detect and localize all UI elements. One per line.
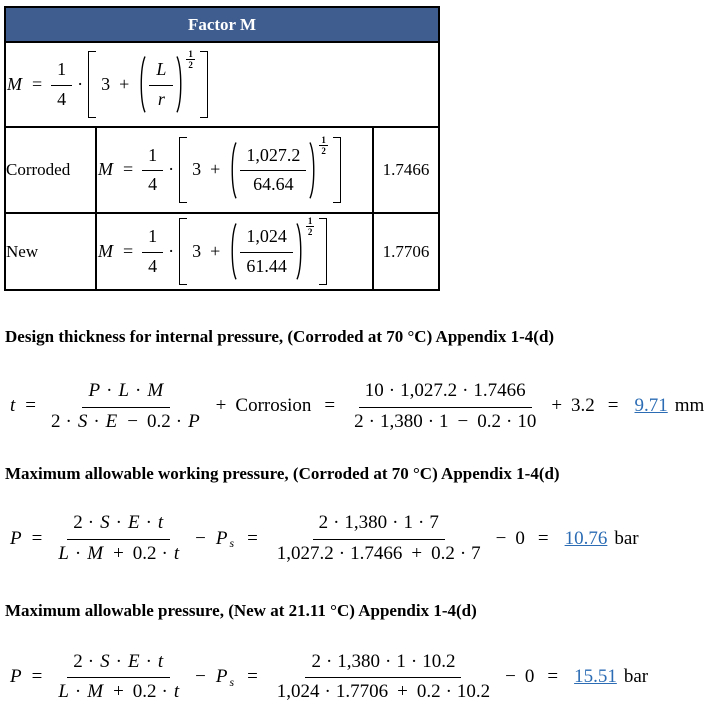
operator: · — [77, 73, 84, 94]
design-thickness-formula — [9, 378, 719, 435]
factor-m-general-formula — [6, 49, 438, 112]
operator: · — [418, 512, 425, 534]
number: 10.2 — [422, 650, 456, 672]
number: 2 — [73, 650, 83, 672]
operator: · — [74, 543, 82, 565]
math-row — [148, 173, 157, 196]
math-row — [253, 173, 294, 196]
operator: − — [457, 410, 469, 432]
math-row — [51, 410, 201, 435]
operator: · — [168, 159, 175, 180]
new-formula-cell — [96, 213, 373, 290]
exponent-numerator: 1 — [321, 134, 326, 145]
number: 4 — [148, 255, 158, 276]
variable: S — [77, 410, 88, 432]
variable-with-subscript — [215, 527, 234, 552]
number: 1,380 — [379, 410, 423, 432]
operator: · — [161, 681, 168, 703]
numerator — [240, 224, 293, 252]
corroded-formula-cell — [96, 127, 373, 213]
paren-group — [229, 134, 328, 198]
operator: · — [459, 543, 467, 565]
variable: E — [127, 512, 140, 534]
math-row — [148, 144, 157, 167]
operator: · — [87, 650, 95, 672]
number: 0.2 — [132, 681, 157, 703]
variable: L — [156, 59, 167, 80]
number: 1,027.2 — [276, 543, 334, 565]
result-link[interactable]: 15.51 — [574, 666, 617, 688]
fraction — [271, 510, 487, 567]
operator: − — [495, 527, 507, 549]
number: 1,380 — [337, 650, 381, 672]
math-row — [148, 225, 157, 248]
number: 1 — [57, 59, 67, 80]
mawp-formula — [9, 510, 719, 567]
table-row-corroded — [5, 127, 439, 213]
math-row — [97, 216, 327, 279]
right-paren — [296, 222, 304, 281]
variable: P — [88, 380, 101, 401]
math-row — [57, 58, 66, 81]
result-link[interactable]: 10.76 — [564, 527, 608, 549]
math-row — [277, 542, 481, 567]
operator: · — [145, 512, 152, 534]
variable: t — [157, 512, 164, 534]
exponent-numerator: 1 — [188, 49, 193, 60]
denominator — [247, 171, 300, 197]
operator: · — [445, 681, 452, 703]
operator: · — [427, 410, 435, 432]
variable: P — [215, 666, 228, 688]
left-bracket — [179, 218, 187, 285]
denominator — [348, 408, 542, 436]
number: 0.2 — [416, 681, 441, 703]
denominator — [51, 540, 186, 568]
number: 0.2 — [477, 410, 501, 432]
operator: · — [505, 410, 513, 432]
math-row — [57, 680, 180, 705]
factor-m-table — [4, 6, 440, 291]
number: 2 — [311, 650, 321, 672]
number: 1.7706 — [335, 681, 389, 703]
denominator — [45, 408, 207, 436]
operator: + — [397, 681, 408, 703]
math-row — [57, 542, 180, 567]
math-row — [157, 88, 166, 111]
variable: L — [118, 380, 130, 401]
math-row — [148, 255, 157, 278]
number: 0.2 — [146, 410, 171, 432]
math-row — [155, 58, 167, 81]
operator: + — [551, 395, 563, 417]
factor-m-new-formula — [97, 216, 372, 279]
variable: P — [188, 410, 200, 432]
operator: = — [25, 395, 36, 417]
number: 10.2 — [456, 681, 491, 703]
variable: L — [58, 681, 69, 703]
subscript: s — [229, 675, 235, 689]
variable: M — [147, 380, 164, 401]
operator: · — [338, 543, 346, 565]
denominator — [142, 253, 163, 279]
operator: = — [123, 240, 134, 261]
variable-with-subscript — [215, 665, 234, 690]
fraction — [348, 378, 542, 435]
fraction — [240, 143, 306, 198]
exponent-denominator: 2 — [321, 145, 326, 156]
operator: + — [210, 240, 221, 261]
unit-label: mm — [674, 395, 705, 417]
fraction — [142, 224, 163, 279]
operator: · — [325, 650, 333, 672]
section-heading-design-thickness: Design thickness for internal pressure, (Corroded at 70 °C) Appendix 1-4(d) — [5, 327, 555, 346]
number: 4 — [57, 88, 67, 109]
general-formula-cell — [5, 42, 439, 127]
number: 7 — [429, 512, 439, 534]
unit-label: bar — [614, 527, 639, 549]
operator: · — [87, 512, 95, 534]
operator: · — [93, 410, 100, 432]
result-link[interactable]: 9.71 — [634, 395, 668, 417]
number: 3.2 — [571, 395, 595, 417]
left-paren — [229, 141, 237, 200]
number: 1.7466 — [350, 543, 403, 565]
number: 1,027.2 — [400, 380, 458, 401]
exponent-one-half — [306, 216, 315, 238]
number: 4 — [148, 174, 158, 194]
number: 3 — [101, 73, 111, 94]
variable: M — [98, 159, 113, 180]
exponent-denominator: 2 — [188, 60, 193, 71]
number: 64.64 — [253, 174, 294, 194]
operator: = — [247, 666, 258, 688]
operator: = — [123, 159, 134, 180]
table-title: Factor M — [5, 7, 439, 42]
table-row-general — [5, 42, 439, 127]
variable: M — [87, 681, 104, 703]
exponent-numerator: 1 — [307, 216, 313, 227]
operator: + — [113, 543, 124, 565]
operator: · — [115, 512, 122, 534]
right-paren — [176, 55, 184, 114]
number: 1 — [439, 410, 449, 432]
fraction — [45, 378, 207, 435]
operator: + — [215, 395, 227, 417]
operator: · — [65, 410, 72, 432]
operator: + — [119, 73, 130, 94]
denominator — [271, 540, 487, 568]
denominator — [240, 253, 293, 279]
math-row — [319, 511, 439, 536]
paren-group — [138, 49, 195, 112]
number: 2 — [318, 512, 329, 534]
operator: = — [31, 527, 43, 549]
number: 1,024 — [246, 226, 287, 247]
left-bracket — [179, 137, 187, 204]
number: 2 — [354, 410, 364, 432]
right-bracket — [319, 218, 327, 285]
row-label-corroded: Corroded — [5, 127, 96, 213]
number: 1 — [148, 226, 158, 247]
variable: t — [157, 650, 164, 672]
fraction — [149, 57, 173, 112]
variable: L — [58, 543, 69, 565]
operator: · — [388, 380, 396, 401]
exponent-one-half — [186, 49, 195, 71]
number: 1,380 — [344, 512, 388, 534]
number: 3 — [192, 159, 202, 180]
operator: + — [113, 681, 124, 703]
operator: = — [247, 527, 258, 549]
number: 1.7466 — [473, 380, 526, 401]
number: 1 — [396, 650, 406, 672]
variable: S — [100, 650, 110, 672]
operator: = — [537, 527, 549, 549]
operator: · — [135, 380, 142, 401]
fraction — [51, 510, 186, 567]
unit-label: bar — [623, 666, 649, 688]
operator: = — [324, 395, 336, 417]
math-row — [9, 378, 704, 435]
operator: · — [175, 410, 183, 432]
variable: P — [10, 666, 22, 688]
row-value-corroded: 1.7466 — [373, 127, 439, 213]
table-row-new — [5, 213, 439, 290]
operator: − — [195, 666, 206, 688]
math-row — [9, 510, 639, 567]
numerator — [313, 510, 445, 540]
operator: + — [210, 159, 221, 180]
numerator — [142, 224, 163, 252]
number: 0.2 — [431, 543, 455, 565]
operator: · — [168, 240, 175, 261]
operator: − — [505, 666, 516, 688]
numerator — [149, 57, 173, 85]
numerator — [359, 378, 532, 408]
denominator — [142, 171, 163, 197]
number: 10 — [517, 410, 537, 432]
operator: = — [32, 73, 43, 94]
left-paren — [138, 55, 146, 114]
operator: · — [74, 681, 82, 703]
table-header-row — [5, 7, 439, 42]
variable: P — [10, 527, 22, 549]
math-row — [365, 379, 526, 404]
number: 2 — [73, 512, 83, 534]
variable: t — [173, 543, 180, 565]
section-heading-map: Maximum allowable pressure, (New at 21.11 °C) Appendix 1-4(d) — [5, 600, 477, 620]
number: 61.44 — [246, 255, 287, 276]
variable: t — [10, 395, 16, 417]
number: 0 — [524, 666, 535, 688]
math-row — [6, 49, 208, 112]
operator: · — [368, 410, 375, 432]
number: 7 — [471, 543, 481, 565]
operator: − — [127, 410, 138, 432]
map-formula — [9, 649, 719, 706]
fraction — [51, 649, 186, 706]
numerator — [240, 143, 306, 171]
operator: + — [411, 543, 423, 565]
math-row — [246, 225, 287, 248]
number: 10 — [364, 380, 384, 401]
subscript: s — [229, 537, 235, 551]
operator: · — [410, 650, 418, 672]
math-row — [246, 144, 300, 167]
math-row — [73, 511, 164, 536]
number: 0.2 — [132, 543, 157, 565]
number: 1,024 — [276, 681, 320, 703]
operator: · — [115, 650, 122, 672]
exponent-one-half — [319, 135, 328, 157]
number: 0 — [515, 527, 525, 549]
math-row — [246, 255, 287, 278]
operator: · — [392, 512, 399, 534]
bracket-group — [179, 216, 327, 279]
right-bracket — [333, 137, 341, 204]
math-row — [9, 649, 648, 706]
math-row — [88, 379, 165, 404]
exponent-denominator: 2 — [307, 227, 313, 238]
paren-group — [229, 216, 314, 279]
bracket-group — [88, 49, 208, 112]
denominator — [51, 678, 186, 706]
variable: M — [7, 73, 22, 94]
operator: · — [385, 650, 392, 672]
numerator — [67, 510, 170, 540]
right-bracket — [200, 51, 208, 118]
left-bracket — [88, 51, 96, 118]
numerator — [142, 143, 163, 171]
number: 1,027.2 — [246, 144, 301, 165]
operator: · — [462, 380, 469, 401]
operator: · — [333, 512, 340, 534]
operator: − — [195, 527, 206, 549]
section-heading-mawp: Maximum allowable working pressure, (Corroded at 70 °C) Appendix 1-4(d) — [5, 464, 560, 484]
numerator — [82, 378, 171, 408]
number: 1 — [403, 512, 413, 534]
math-row — [97, 134, 341, 198]
fraction — [51, 57, 72, 112]
math-row — [57, 88, 66, 111]
variable: P — [215, 527, 228, 549]
numerator — [67, 649, 170, 679]
variable: S — [100, 512, 110, 534]
math-row — [311, 650, 455, 675]
denominator — [151, 86, 172, 112]
left-paren — [229, 222, 237, 281]
row-value-new: 1.7706 — [373, 213, 439, 290]
variable: M — [87, 543, 104, 565]
math-row — [73, 650, 164, 675]
math-row — [277, 680, 490, 705]
numerator — [51, 57, 72, 85]
operator: · — [145, 650, 152, 672]
operator: = — [31, 666, 43, 688]
operator: · — [161, 543, 168, 565]
fraction — [240, 224, 293, 279]
variable: t — [173, 681, 180, 703]
variable: E — [105, 410, 118, 432]
fraction — [271, 649, 496, 706]
numerator — [305, 649, 461, 679]
number: 1 — [148, 144, 158, 165]
bracket-group — [179, 134, 341, 198]
operator: = — [607, 395, 619, 417]
operator: · — [106, 380, 113, 401]
operator: · — [324, 681, 331, 703]
right-paren — [309, 141, 317, 200]
operator: = — [547, 666, 559, 688]
math-row — [354, 410, 536, 435]
variable: E — [127, 650, 140, 672]
factor-m-corroded-formula — [97, 134, 372, 198]
fraction — [142, 143, 163, 198]
number: 3 — [192, 240, 202, 261]
variable: M — [98, 240, 113, 261]
variable: r — [157, 88, 165, 109]
row-label-new: New — [5, 213, 96, 290]
number: 2 — [51, 410, 61, 432]
word: Corrosion — [235, 395, 312, 417]
denominator — [51, 86, 72, 112]
denominator — [271, 678, 496, 706]
